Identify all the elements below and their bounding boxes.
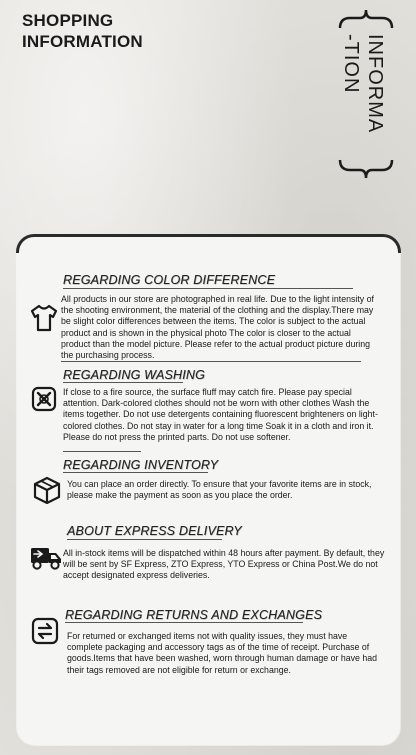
page-title-line1: SHOPPING: [22, 11, 114, 30]
no-wash-icon: [31, 386, 57, 412]
section-title: REGARDING WASHING: [63, 368, 206, 382]
section-divider: [63, 472, 208, 473]
section-text: All products in our store are photographed in real life. Due to the light intensity of the shooting environment, the material of the clothing and the display.There may be slight color differences between the items. The color is subject to the actual product and is shown in the physical photo The color is closer to the actual product than the model picture. Please refer to the actual product picture during the purchasing process.: [61, 294, 374, 361]
info-card: [17, 235, 400, 745]
page-title: [22, 10, 143, 52]
truck-icon: [29, 544, 63, 572]
section-title: REGARDING COLOR DIFFERENCE: [63, 273, 276, 287]
side-title-col2: -TION: [340, 34, 362, 94]
box-icon: [33, 476, 61, 504]
section-title: REGARDING RETURNS AND EXCHANGES: [65, 608, 323, 622]
section-divider: [63, 288, 353, 289]
side-title-col1: INFORMA: [364, 34, 386, 134]
side-title-block: [326, 8, 402, 180]
section-title: REGARDING INVENTORY: [63, 458, 219, 472]
section-text: You can place an order directly. To ensure that your favorite items are in stock, please make the payment as soon as you place the order.: [67, 479, 372, 501]
tshirt-icon: [29, 303, 59, 333]
section-text: All in-stock items will be dispatched within 48 hours after payment. By default, they will be sent by SF Express, ZTO Express, YTO Express or China Post.We do not accept designated express deliveries.: [63, 548, 385, 581]
section-divider: [63, 382, 183, 383]
section-divider-bottom: [63, 451, 141, 452]
section-text: For returned or exchanged items not with quality issues, they must have complete packaging and accessory tags as of the time of receipt. Purchase of goods.Items that have been washed, worn through human damage or have had their tags removed are not eligible for return or exchange.: [67, 631, 378, 675]
curly-brace-bottom-icon: [336, 158, 396, 180]
page-title-line2: INFORMATION: [22, 32, 143, 51]
section-divider-bottom: [61, 361, 361, 362]
section-divider: [65, 622, 303, 623]
section-title: ABOUT EXPRESS DELIVERY: [67, 524, 242, 538]
side-title: [334, 34, 394, 154]
exchange-icon: [31, 617, 59, 645]
section-text: If close to a fire source, the surface fluff may catch fire. Please pay special attention. Dark-colored clothes should not be worn with other clothes Wash the items together. Do not use detergents containing fluorescent brighteners on light-colored clothes. Do not stay in water for a long time Soak it in a cloth and iron it. Please do not press the printed parts. Do not use softener.: [63, 387, 378, 442]
curly-brace-top-icon: [336, 8, 396, 30]
section-divider: [67, 539, 222, 540]
